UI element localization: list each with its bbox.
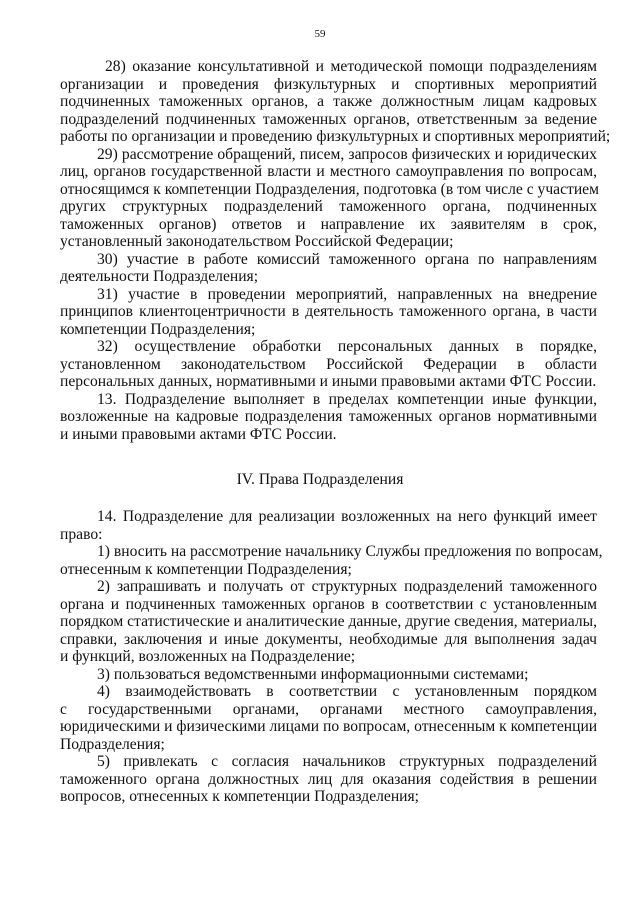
text-line: справки, заключения и иные документы, необходимые для выполнения задач: [60, 630, 597, 648]
page-number: 59: [314, 28, 326, 40]
text-line: таможенного органа должностных лиц для оказания содействия в решении: [60, 770, 597, 788]
paragraph: [60, 338, 597, 391]
text-line: Подразделения;: [60, 735, 165, 753]
section-heading: IV. Права Подразделения: [236, 471, 404, 488]
paragraph: [60, 508, 597, 543]
text-line: порядком статистические и аналитические данные, другие сведения, материалы,: [60, 613, 597, 630]
text-line: 3) пользоваться ведомственными информационными системами;: [97, 665, 529, 683]
text-line: 32) осуществление обработки персональных данных в порядке,: [97, 338, 597, 355]
text-line: 2) запрашивать и получать от структурных подразделений таможенного: [97, 578, 597, 595]
text-line: персональных данных, нормативными и иными правовыми актами ФТС России.: [60, 373, 597, 390]
text-line: 1) вносить на рассмотрение начальнику Службы предложения по вопросам,: [97, 543, 603, 560]
text-line: установленном законодательством Российской Федерации в области: [60, 355, 597, 373]
paragraph: [60, 578, 597, 666]
text-line: работы по организации и проведению физкультурных и спортивных мероприятий;: [60, 128, 611, 145]
top-text-block: [60, 58, 611, 443]
text-line: вопросов, отнесенных к компетенции Подразделения;: [60, 788, 420, 805]
text-line: установленный законодательством Российской Федерации;: [60, 233, 454, 250]
text-line: органа и подчиненных таможенных органов в соответствии с установленным: [60, 595, 597, 613]
text-line: относящимся к компетенции Подразделения, подготовка (в том числе с участием: [60, 180, 599, 198]
paragraph: [60, 146, 597, 251]
text-line: лиц, органов государственной власти и местного самоуправления по вопросам,: [60, 163, 597, 180]
text-line: компетенции Подразделения;: [60, 320, 256, 338]
text-line: подразделений подчиненных таможенных органов, ответственным за ведение: [60, 110, 597, 128]
text-line: юридическими и физическими лицами по вопросам, отнесенным к компетенции: [60, 718, 598, 735]
text-line: с государственными органами, органами местного самоуправления,: [60, 700, 597, 718]
text-line: возложенные на кадровые подразделения таможенных органов нормативными: [60, 408, 597, 425]
text-line: 14. Подразделение для реализации возложенных на него функций имеет: [97, 508, 597, 525]
text-line: отнесенным к компетенции Подразделения;: [60, 560, 352, 578]
text-line: 30) участие в работе комиссий таможенного органа по направлениям: [97, 250, 597, 268]
text-line: подчиненных таможенных органов, а также должностным лицам кадровых: [60, 93, 597, 110]
text-line: 29) рассмотрение обращений, писем, запросов физических и юридических: [97, 145, 597, 163]
text-line: право:: [60, 525, 103, 543]
text-line: 4) взаимодействовать в соответствии с установленным порядком: [97, 683, 597, 700]
paragraph: [60, 58, 611, 146]
paragraph: [60, 666, 597, 684]
text-line: 13. Подразделение выполняет в пределах компетенции иные функции,: [97, 390, 597, 408]
text-line: 5) привлекать с согласия начальников структурных подразделений: [97, 753, 597, 770]
text-line: и иными правовыми актами ФТС России.: [60, 425, 337, 443]
bottom-text-block: [60, 508, 603, 806]
text-line: 31) участие в проведении мероприятий, направленных на внедрение: [97, 285, 597, 303]
paragraph: [60, 251, 597, 286]
text-line: таможенных органов) ответов и направление их заявителям в срок,: [60, 215, 597, 233]
text-line: принципов клиентоцентричности в деятельность таможенного органа, в части: [60, 303, 597, 320]
paragraph: [60, 683, 597, 753]
text-line: 28) оказание консультативной и методической помощи подразделениям: [105, 58, 597, 75]
paragraph: [60, 286, 597, 339]
text-line: и функций, возложенных на Подразделение;: [60, 648, 356, 665]
paragraph: [60, 753, 597, 806]
paragraph: [60, 543, 603, 578]
text-line: организации и проведения физкультурных и спортивных мероприятий: [60, 75, 597, 93]
text-line: других структурных подразделений таможенного органа, подчиненных: [60, 198, 597, 215]
paragraph: [60, 391, 597, 444]
text-line: деятельности Подразделения;: [60, 268, 259, 285]
